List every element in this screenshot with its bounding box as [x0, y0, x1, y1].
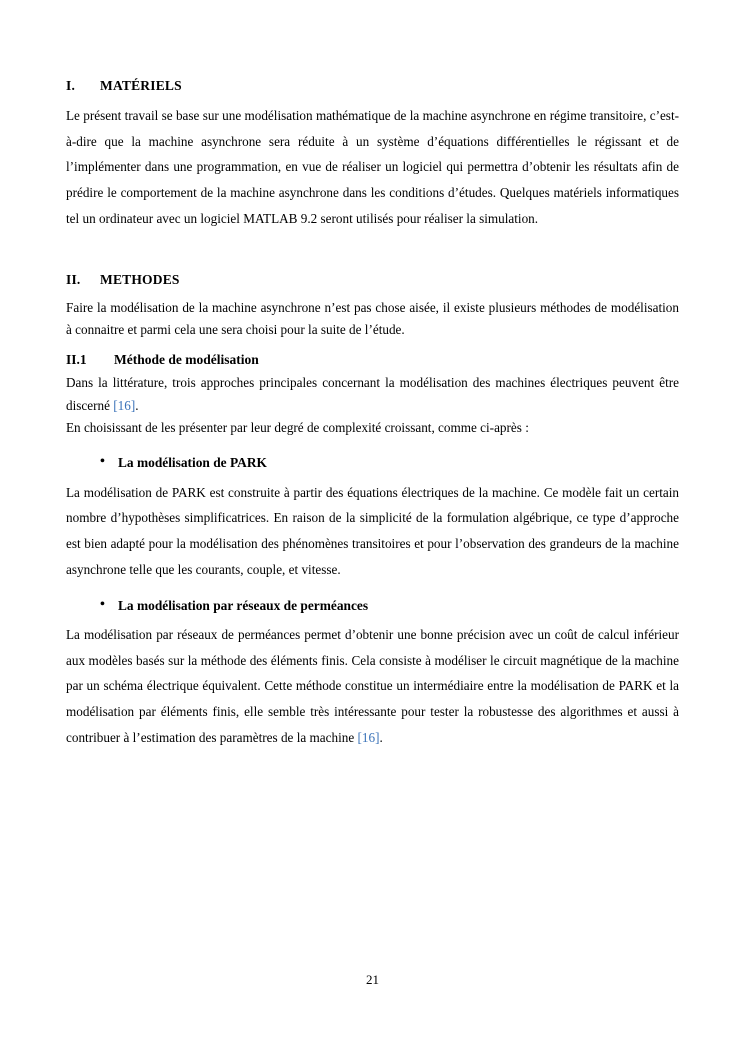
page-number: 21 — [366, 972, 379, 987]
intro-text-before-citation: Dans la littérature, trois approches principales concernant la modélisation des machines électriques peuvent être discerné — [66, 375, 679, 413]
intro-text-after-citation: . — [135, 397, 139, 413]
paragraph-reseaux-permeances — [66, 622, 679, 751]
bullet-list-approaches — [66, 452, 679, 473]
section-heading-materiels — [66, 78, 679, 94]
section-heading-methodes — [66, 272, 679, 288]
citation-16[interactable]: [16] — [357, 729, 380, 745]
paragraph-methodes: Faire la modélisation de la machine asynchrone n’est pas chose aisée, il existe plusieurs méthodes de modélisation à connaitre et parmi cela une sera choisi pour la suite de l’étude. — [66, 299, 679, 338]
bullet-list-approaches-2 — [66, 595, 679, 616]
list-item — [118, 595, 679, 616]
paragraph-text-after-citation: . — [379, 729, 383, 745]
spacer — [66, 232, 679, 272]
list-item — [118, 452, 679, 473]
subsection-number: II.1 — [66, 352, 87, 368]
section-number: I. — [66, 78, 76, 93]
paragraph-subsection-intro — [66, 372, 679, 417]
section-title: METHODES — [100, 271, 180, 287]
paragraph-subsection-intro-line2: En choisissant de les présenter par leur degré de complexité croissant, comme ci-après : — [66, 420, 529, 436]
subsection-heading-methode-de-modelisation — [66, 352, 679, 368]
subsection-title: Méthode de modélisation — [114, 352, 259, 368]
bullet-label-park: La modélisation de PARK — [118, 455, 267, 471]
spacer — [66, 342, 679, 352]
paragraph-materiels: Le présent travail se base sur une modélisation mathématique de la machine asynchrone en régime transitoire, c’est-à-dire que la machine asynchrone sera réduite à un système d’équations différentielles le régissant et de l’implémenter dans une programmation, en vue de réaliser un logiciel qui permettra d’obtenir les résultats afin de prédire le comportement de la machine asynchrone dans les conditions d’études. Quelques matériels informatiques tel un ordinateur avec un logiciel MATLAB 9.2 seront utilisés pour réaliser la simulation. — [66, 108, 679, 226]
citation-16[interactable]: [16] — [113, 397, 136, 413]
paragraph-text-before-citation: La modélisation par réseaux de perméances permet d’obtenir une bonne précision avec un coût de calcul inférieur aux modèles basés sur la méthode des éléments finis. Cela consiste à modéliser le circuit magnétique de la machine par un schéma électrique équivalent. Cette méthode constitue un intermédiaire entre la modélisation de PARK et la modélisation par éléments finis, elle semble très intéressante pour tester la robustesse des algorithmes et aussi à contribuer à l’estimation des paramètres de la machine — [66, 627, 679, 745]
bullet-label-reseaux-permeances: La modélisation par réseaux de perméances — [118, 597, 369, 613]
paragraph-park: La modélisation de PARK est construite à partir des équations électriques de la machine. Ce modèle fait un certain nombre d’hypothèses simplificatrices. En raison de la simplicité de la formulation algébrique, ce type d’approche est bien adapté pour la modélisation des phénomènes transitoires et pour l’observation des grandeurs de la machine asynchrone telle que les courants, couple, et vitesse. — [66, 484, 679, 577]
section-title: MATÉRIELS — [100, 78, 182, 93]
section-number: II. — [66, 271, 81, 287]
